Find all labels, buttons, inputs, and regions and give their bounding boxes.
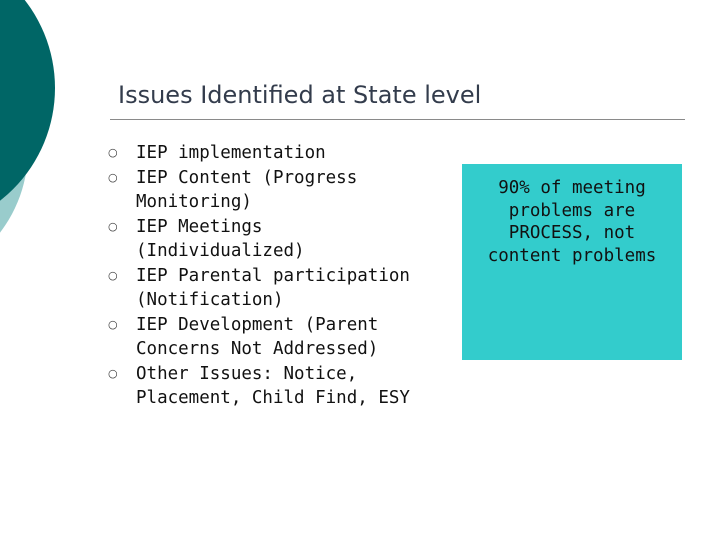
list-item xyxy=(108,141,428,166)
list-item-text: IEP Content (Progress Monitoring) xyxy=(136,167,358,212)
slide-title: Issues Identified at State level xyxy=(118,81,482,109)
hollow-circle-bullet-icon: ○ xyxy=(108,317,118,331)
hollow-circle-bullet-icon: ○ xyxy=(108,146,118,159)
list-item-text: IEP implementation xyxy=(136,143,326,163)
hollow-circle-bullet-icon: ○ xyxy=(108,268,118,282)
list-item xyxy=(108,166,428,215)
list-item xyxy=(108,313,428,362)
decorative-circles xyxy=(0,0,60,290)
title-divider xyxy=(110,119,685,120)
list-item-text: IEP Meetings (Individualized) xyxy=(136,216,305,261)
hollow-circle-bullet-icon: ○ xyxy=(108,366,118,380)
list-item-text: IEP Development (Parent Concerns Not Addressed) xyxy=(136,314,379,359)
callout-text: 90% of meeting problems are PROCESS, not content problems xyxy=(487,178,657,267)
hollow-circle-bullet-icon: ○ xyxy=(108,170,118,184)
list-item xyxy=(108,215,428,264)
list-item xyxy=(108,264,428,313)
list-item-text: Other Issues: Notice, Placement, Child Find, ESY xyxy=(136,363,410,408)
callout-box xyxy=(462,164,682,360)
decorative-circles-graphic xyxy=(0,0,60,290)
hollow-circle-bullet-icon: ○ xyxy=(108,219,118,233)
list-item-text: IEP Parental participation (Notification) xyxy=(136,265,410,310)
issues-list xyxy=(108,141,428,411)
list-item xyxy=(108,362,428,411)
